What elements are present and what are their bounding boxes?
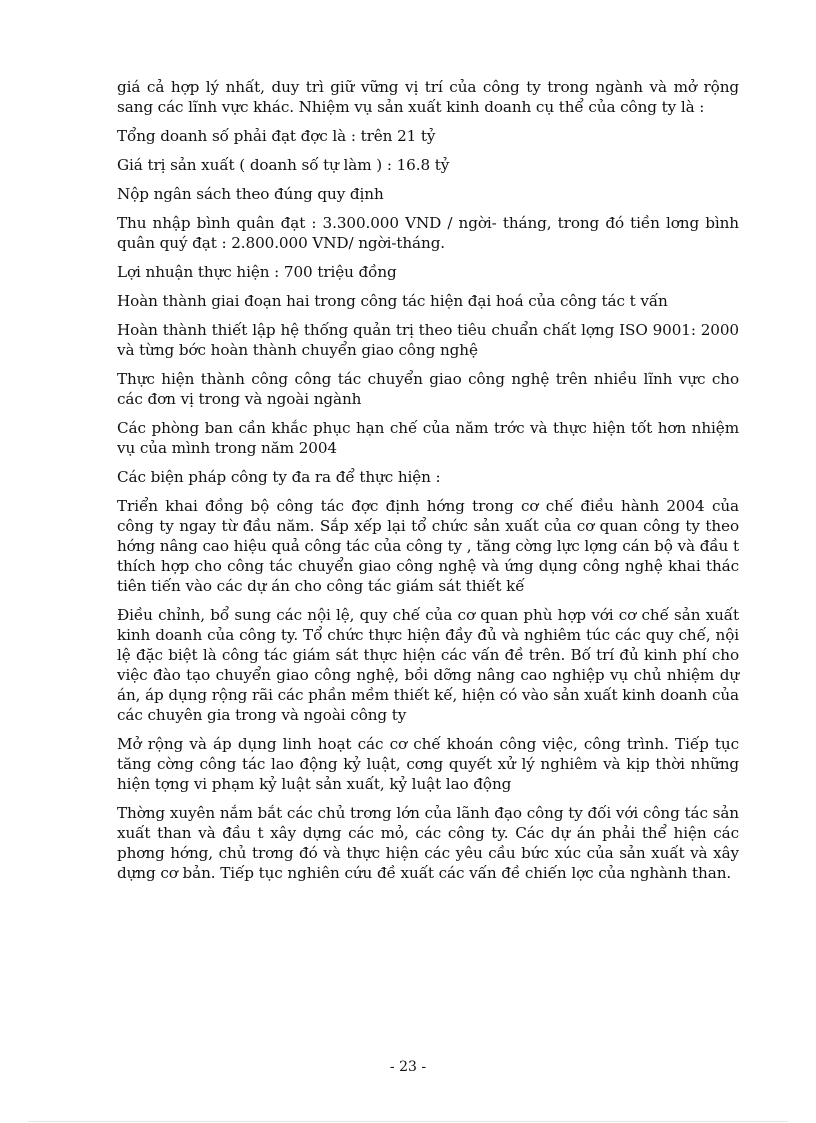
paragraph-income: Thu nhập bình quân đạt : 3.300.000 VND / ngời- tháng, trong đó tiền lơng bình quân quý đạt : 2.800.000 VND/ ngời-tháng. <box>117 214 739 252</box>
paragraph-strategy: Thờng xuyên nắm bắt các chủ trơng lớn của lãnh đạo công ty đối với công tác sản xuất than và đầu t xây dựng các mỏ, các công ty. Các dự án phải thể hiện các phơng hớng, chủ trơng đó và thực hiện các yêu cầu bức xúc của sản xuất và xây dựng cơ bản. Tiếp tục nghiên cứu đề xuất các vấn đề chiến lợc của nghành than. <box>117 804 739 882</box>
paragraph-regulations: Điều chỉnh, bổ sung các nội lệ, quy chế của cơ quan phù hợp với cơ chế sản xuất kinh doanh của công ty. Tổ chức thực hiện đầy đủ và nghiêm túc các quy chế, nội lệ đặc biệt là công tác giám sát thực hiện các vấn đề trên. Bố trí đủ kinh phí cho việc đào tạo chuyển giao công nghệ, bồi dỡng nâng cao nghiệp vụ chủ nhiệm dự án, áp dụng rộng rãi các phần mềm thiết kế, hiện có vào sản xuất kinh doanh của các chuyên gia trong và ngoài công ty <box>117 606 739 724</box>
paragraph-production-value: Giá trị sản xuất ( doanh số tự làm ) : 16.8 tỷ <box>117 156 450 174</box>
body-text <box>117 77 739 892</box>
paragraph-technology-transfer: Thực hiện thành công công tác chuyển giao công nghệ trên nhiều lĩnh vực cho các đơn vị trong và ngoài ngành <box>117 370 739 408</box>
paragraph-intro: giá cả hợp lý nhất, duy trì giữ vững vị trí của công ty trong ngành và mở rộng sang các lĩnh vực khác. Nhiệm vụ sản xuất kinh doanh cụ thể của công ty là : <box>117 78 739 116</box>
paragraph-departments: Các phòng ban cần khắc phục hạn chế của năm trớc và thực hiện tốt hơn nhiệm vụ của mình trong năm 2004 <box>117 419 739 457</box>
paragraph-deployment: Triển khai đồng bộ công tác đợc định hớng trong cơ chế điều hành 2004 của công ty ngay từ đầu năm. Sắp xếp lại tổ chức sản xuất của cơ quan công ty theo hớng nâng cao hiệu quả công tác của công ty , tăng cờng lực lợng cán bộ và đầu t thích hợp cho công tác chuyển giao công nghệ và ứng dụng công nghệ khai thác tiên tiến vào các dự án cho công tác giám sát thiết kế <box>117 497 739 595</box>
paragraph-iso: Hoàn thành thiết lập hệ thống quản trị theo tiêu chuẩn chất lợng ISO 9001: 2000 và từng bớc hoàn thành chuyển giao công nghệ <box>117 321 739 359</box>
paragraph-profit: Lợi nhuận thực hiện : 700 triệu đồng <box>117 263 397 281</box>
page-number: - 23 - <box>389 1059 427 1075</box>
paragraph-revenue-target: Tổng doanh số phải đạt đợc là : trên 21 tỷ <box>117 127 436 145</box>
paragraph-contracting: Mở rộng và áp dụng linh hoạt các cơ chế khoán công việc, công trình. Tiếp tục tăng cờng công tác lao động kỷ luật, cơng quyết xử lý nghiêm và kịp thời những hiện tợng vi phạm kỷ luật sản xuất, kỷ luật lao động <box>117 735 739 793</box>
paragraph-budget: Nộp ngân sách theo đúng quy định <box>117 185 384 203</box>
paragraph-modernization: Hoàn thành giai đoạn hai trong công tác hiện đại hoá của công tác t vấn <box>117 292 668 310</box>
paragraph-measures-heading: Các biện pháp công ty đa ra để thực hiện : <box>117 468 441 486</box>
page-divider <box>28 1121 788 1122</box>
